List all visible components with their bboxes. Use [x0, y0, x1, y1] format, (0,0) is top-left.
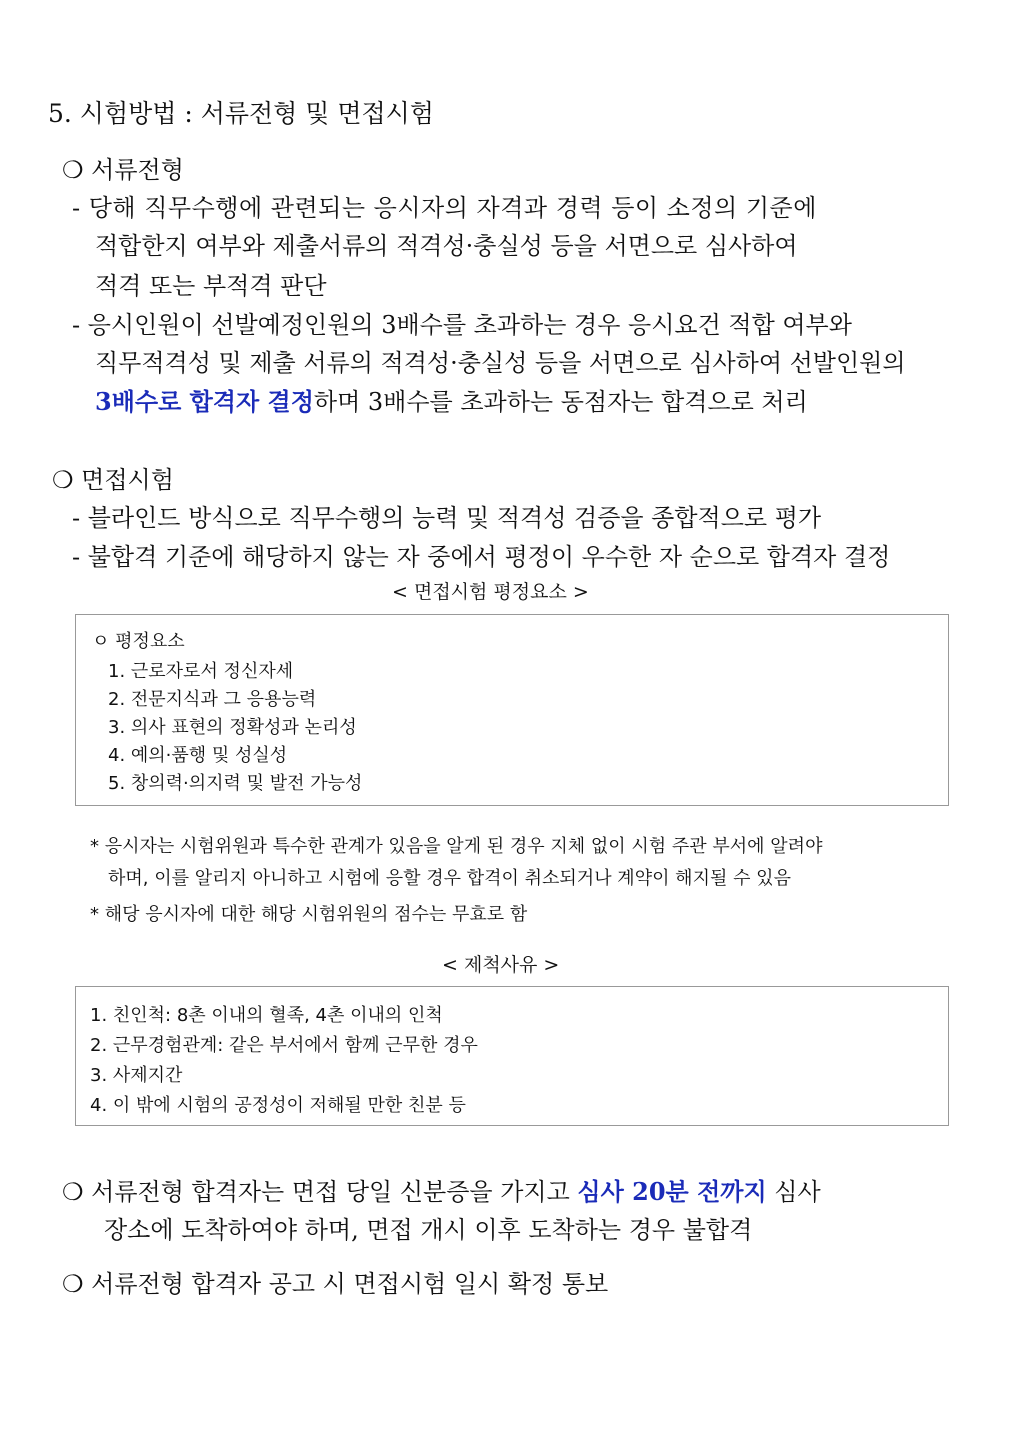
note-2: * 해당 응시자에 대한 해당 시험위원의 점수는 무효로 함 — [90, 904, 528, 925]
final-item1-post: 심사 — [766, 1178, 821, 1206]
final-item1-pre: ❍ 서류전형 합격자는 면접 당일 신분증을 가지고 — [62, 1178, 578, 1206]
doc-review-heading: ❍ 서류전형 — [62, 156, 184, 184]
criteria-label: ㅇ 평정요소 — [92, 631, 185, 652]
exclusion-item: 1. 친인척: 8촌 이내의 혈족, 4촌 이내의 인척 — [90, 1005, 443, 1026]
section-title: 5. 시험방법 : 서류전형 및 면접시험 — [48, 99, 434, 128]
exclusion-item: 4. 이 밖에 시험의 공정성이 저해될 만한 친분 등 — [90, 1095, 466, 1116]
final-item1-line2: 장소에 도착하여야 하며, 면접 개시 이후 도착하는 경우 불합격 — [104, 1216, 753, 1244]
interview-bullet2: - 불합격 기준에 해당하지 않는 자 중에서 평정이 우수한 자 순으로 합격자 결정 — [72, 543, 891, 571]
criteria-item: 3. 의사 표현의 정확성과 논리성 — [108, 717, 357, 738]
exclusion-caption: < 제척사유 > — [442, 954, 560, 976]
exclusion-item: 3. 사제지간 — [90, 1065, 183, 1086]
highlight-text: 3배수로 합격자 결정 — [95, 387, 314, 416]
criteria-item: 1. 근로자로서 정신자세 — [108, 661, 294, 682]
interview-heading: ❍ 면접시험 — [52, 466, 174, 494]
interview-bullet1: - 블라인드 방식으로 직무수행의 능력 및 적격성 검증을 종합적으로 평가 — [72, 504, 822, 532]
note-1-line2: 하며, 이를 알리지 아니하고 시험에 응할 경우 합격이 취소되거나 계약이 해지될 수 있음 — [108, 868, 791, 889]
criteria-box — [75, 614, 949, 806]
criteria-caption: < 면접시험 평정요소 > — [392, 581, 589, 603]
criteria-item: 4. 예의·품행 및 성실성 — [108, 745, 288, 766]
criteria-item: 2. 전문지식과 그 응용능력 — [108, 689, 317, 710]
bullet2-line3-rest: 하며 3배수를 초과하는 동점자는 합격으로 처리 — [313, 388, 808, 416]
doc-review-bullet1-line3: 적격 또는 부적격 판단 — [95, 272, 327, 300]
doc-review-bullet2-line2: 직무적격성 및 제출 서류의 적격성·충실성 등을 서면으로 심사하여 선발인원의 — [95, 349, 906, 377]
final-item2: ❍ 서류전형 합격자 공고 시 면접시험 일시 확정 통보 — [62, 1270, 609, 1298]
note-1-line1: * 응시자는 시험위원과 특수한 관계가 있음을 알게 된 경우 지체 없이 시험 주관 부서에 알려야 — [90, 836, 823, 857]
highlight-text: 심사 20분 전까지 — [577, 1177, 767, 1206]
doc-review-bullet1-line2: 적합한지 여부와 제출서류의 적격성·충실성 등을 서면으로 심사하여 — [95, 232, 798, 260]
doc-review-bullet2-line3 — [95, 382, 808, 417]
doc-review-bullet1-line1: - 당해 직무수행에 관련되는 응시자의 자격과 경력 등이 소정의 기준에 — [72, 194, 817, 222]
final-item1-line1 — [62, 1172, 821, 1207]
criteria-item: 5. 창의력·의지력 및 발전 가능성 — [108, 773, 363, 794]
doc-review-bullet2-line1: - 응시인원이 선발예정인원의 3배수를 초과하는 경우 응시요건 적합 여부와 — [72, 311, 852, 339]
exclusion-box — [75, 986, 949, 1126]
exclusion-item: 2. 근무경험관계: 같은 부서에서 함께 근무한 경우 — [90, 1035, 478, 1056]
